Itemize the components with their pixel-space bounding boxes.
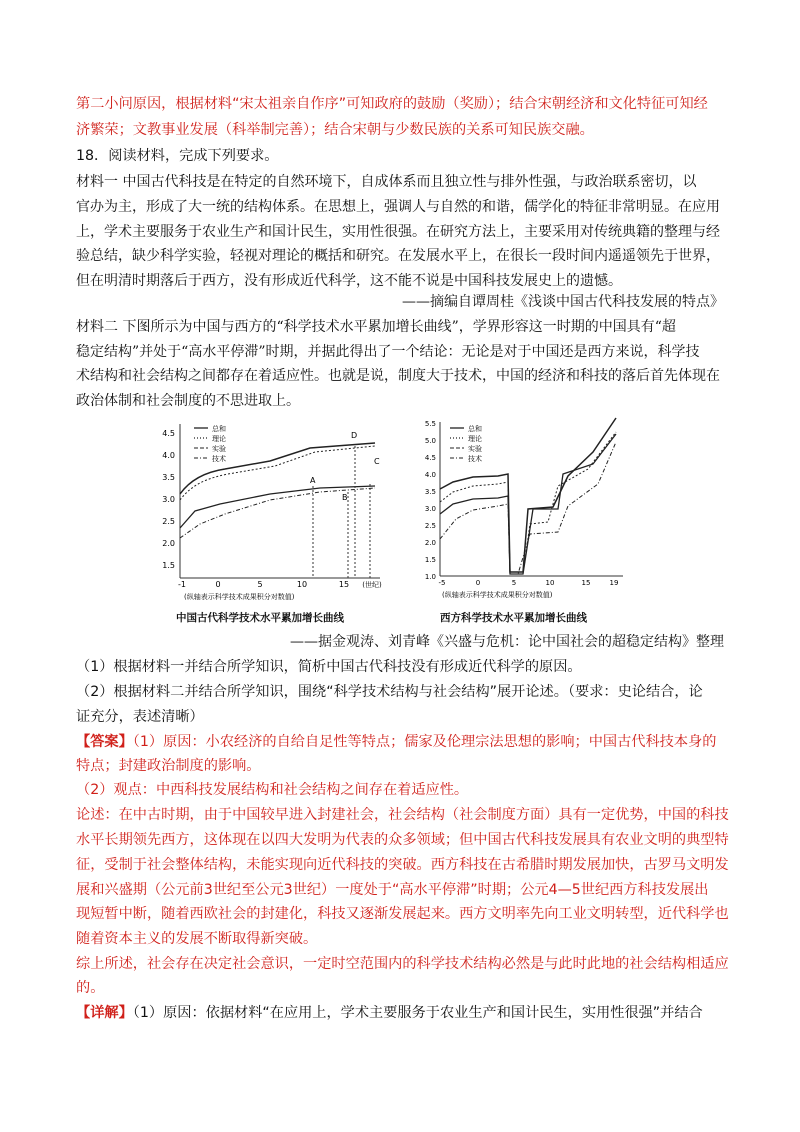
text-line: 展和兴盛期（公元前3世纪至公元3世纪）一度处于“高水平停滞”时期；公元4—5世纪西方科技发展出	[76, 882, 709, 898]
answer-text: （1）原因：小农经济的自给自足性等特点；儒家及伦理宗法思想的影响；中国古代科技本身的	[132, 734, 717, 750]
point-label: C	[374, 457, 380, 466]
text-line: 第二小问原因，根据材料“宋太祖亲自作序”可知政府的鼓励（奖励）；结合宋朝经济和文化特征可知经	[76, 96, 708, 112]
question-title: 18．阅读材料，完成下列要求。	[76, 148, 279, 164]
text-line: 特点；封建政治制度的影响。	[76, 758, 261, 774]
text-line: 现短暂中断，随着西欧社会的封建化，科技又逐渐发展起来。西方文明率先向工业文明转型，近代科学也	[76, 906, 729, 922]
x-tick: 15	[581, 579, 591, 587]
legend-label: 实验	[468, 445, 482, 453]
x-tick: -1	[178, 580, 186, 589]
x-tick: 10	[545, 579, 555, 587]
text-line: 征，受制于社会整体结构，未能实现向近代科技的突破。西方科技在古希腊时期发展加快，古罗马文明发	[76, 857, 729, 873]
curve-technology	[440, 442, 616, 574]
x-tick: 10	[296, 580, 308, 589]
text-line: 验总结，缺少科学实验，轻视对理论的概括和研究。在发展水平上，在很长一段时间内遥遥领先于世界，	[76, 248, 720, 264]
text-line: 但在明清时期落后于西方，没有形成近代科学，这不能不说是中国科技发展史上的遗憾。	[76, 273, 622, 289]
x-unit: (世纪)	[362, 581, 382, 589]
text-line: 的。	[76, 980, 105, 996]
west-chart	[418, 414, 648, 606]
source-line: ——摘编自谭周桂《浅谈中国古代科技发展的特点》	[402, 294, 724, 310]
y-tick: 3.0	[424, 505, 436, 513]
chart-source: ——据金观涛、刘青峰《兴盛与危机：论中国社会的超稳定结构》整理	[290, 634, 724, 650]
legend-label: 理论	[468, 435, 482, 443]
legend-label: 技术	[468, 455, 482, 463]
y-tick: 3.0	[162, 495, 175, 504]
detail-line	[76, 1003, 703, 1023]
legend-label: 总和	[212, 425, 226, 433]
text-line: （2）观点：中西科技发展结构和社会结构之间存在着适应性。	[76, 782, 469, 798]
x-tick: 5	[511, 579, 517, 587]
question-2: （2）根据材料二并结合所学知识，围绕“科学技术结构与社会结构”展开论述。（要求：史论结合，论	[76, 684, 703, 700]
text-line: 综上所述，社会存在决定社会意识，一定时空范围内的科学技术结构必然是与此时此地的社会结构相适应	[76, 956, 729, 972]
text-line: 上，学术主要服务于农业生产和国计民生，实用性很强。在研究方法上，主要采用对传统典籍的整理与经	[76, 224, 720, 240]
point-label: D	[351, 431, 358, 440]
y-tick: 2.5	[424, 522, 436, 530]
detail-tag: 【详解】	[76, 1005, 133, 1021]
y-tick: 1.5	[424, 556, 436, 564]
x-tick: 0	[215, 580, 221, 589]
chart-note: (纵轴表示科学技术成果积分对数值)	[442, 591, 553, 599]
y-tick: 3.5	[424, 488, 436, 496]
text-line: 稳定结构”并处于“高水平停滞”时期，并据此得出了一个结论：无论是对于中国还是西方来说，科学技	[76, 344, 700, 360]
detail-text: （1）原因：依据材料“在应用上，学术主要服务于农业生产和国计民生，实用性很强”并结合	[132, 1005, 703, 1021]
text-line: 济繁荣；文教事业发展（科举制完善）；结合宋朝与少数民族的关系可知民族交融。	[76, 122, 594, 138]
china-chart	[150, 416, 390, 606]
y-tick: 4.0	[424, 471, 436, 479]
west-chart-caption: 西方科学技术水平累加增长曲线	[440, 612, 587, 624]
text-line: 材料一 中国古代科技是在特定的自然环境下，自成体系而且独立性与排外性强，与政治联系密切，以	[76, 174, 697, 190]
chart-note: (纵轴表示科学技术成果积分对数值)	[184, 593, 295, 601]
y-tick: 5.0	[424, 437, 436, 445]
text-line: 政治体制和社会制度的不思进取上。	[76, 393, 300, 409]
text-line: 材料二 下图所示为中国与西方的“科学技术水平累加增长曲线”，学界形容这一时期的中国具有“超	[76, 319, 676, 335]
y-tick: 3.5	[162, 473, 175, 482]
y-tick: 1.0	[424, 573, 436, 581]
text-line: 官办为主，形成了大一统的结构体系。在思想上，强调人与自然的和谐，儒学化的特征非常明显。在应用	[76, 199, 720, 215]
legend-label: 实验	[212, 445, 226, 453]
china-chart-caption: 中国古代科学技术水平累加增长曲线	[176, 612, 344, 624]
text-line: 水平长期领先西方，这体现在以四大发明为代表的众多领域；但中国古代科技发展具有农业文明的典型特	[76, 832, 729, 848]
curve-theory	[440, 432, 616, 574]
y-tick: 2.5	[162, 517, 175, 526]
x-tick: 15	[338, 580, 350, 589]
text-line: 论述：在中古时期，由于中国较早进入封建社会，社会结构（社会制度方面）具有一定优势，中国的科技	[76, 807, 729, 823]
x-tick: 19	[609, 579, 619, 587]
question-1: （1）根据材料一并结合所学知识，简析中国古代科技没有形成近代科学的原因。	[76, 659, 582, 675]
y-tick: 2.0	[162, 539, 175, 548]
y-tick: 4.0	[162, 451, 175, 460]
y-tick: 5.5	[424, 420, 436, 428]
x-tick: -5	[438, 579, 446, 587]
point-label: B	[342, 493, 348, 502]
y-tick: 2.0	[424, 539, 436, 547]
y-tick: 1.5	[162, 561, 175, 570]
y-tick: 4.5	[162, 429, 175, 438]
question-2-cont: 证充分，表述清晰）	[76, 709, 204, 725]
legend-label: 技术	[212, 455, 226, 463]
y-tick: 4.5	[424, 454, 436, 462]
legend-label: 理论	[212, 435, 226, 443]
x-tick: 0	[475, 579, 481, 587]
answer-line-1	[76, 732, 716, 752]
x-tick: 5	[257, 580, 263, 589]
text-line: 随着资本主义的发展不断取得新突破。	[76, 931, 318, 947]
legend-label: 总和	[468, 425, 482, 433]
curve-total	[180, 443, 375, 494]
curve-total	[440, 418, 616, 572]
answer-tag: 【答案】	[76, 734, 133, 750]
text-line: 术结构和社会结构之间都存在着适应性。也就是说，制度大于技术，中国的经济和科技的落后首先体现在	[76, 368, 720, 384]
point-label: A	[310, 476, 316, 485]
